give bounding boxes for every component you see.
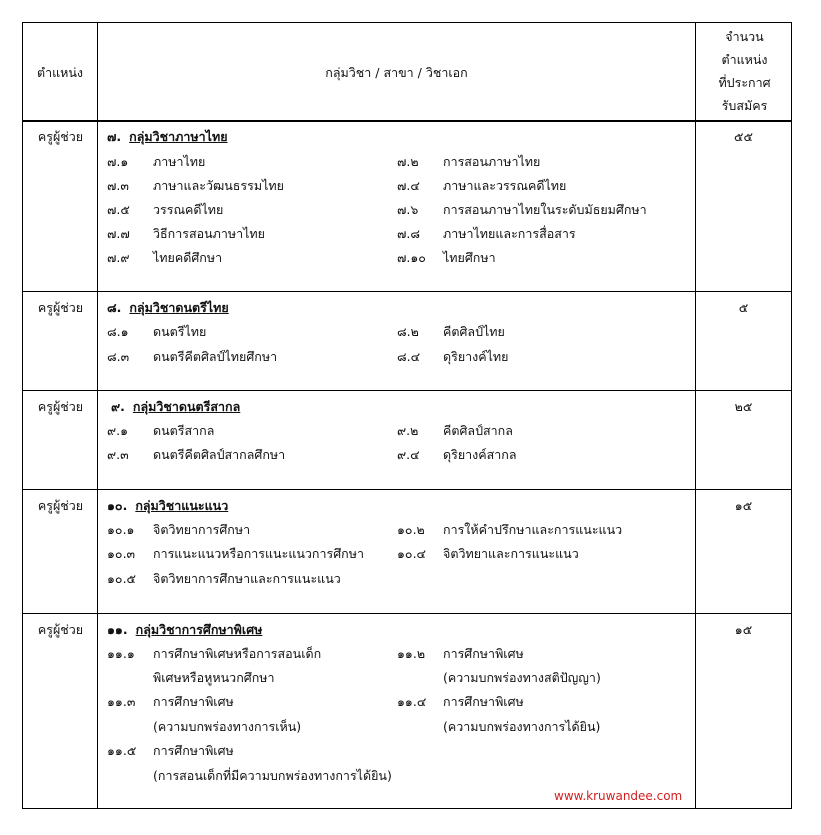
list-item: ๑๑.๓ การศึกษาพิเศษ (107, 694, 234, 709)
list-item: ๗.๒ การสอนภาษาไทย (397, 154, 541, 169)
list-item: ๑๑.๔ การศึกษาพิเศษ (397, 694, 524, 709)
header-position: ตำแหน่ง (36, 65, 84, 80)
position-count: ๕๕ (734, 129, 753, 144)
list-item: ๑๐.๔ จิตวิทยาและการแนะแนว (397, 546, 579, 561)
position-label: ครูผู้ช่วย (37, 498, 84, 513)
list-item-detail: (ความบกพร่องทางการเห็น) (153, 719, 302, 734)
list-item: ๑๑.๒ การศึกษาพิเศษ (397, 646, 524, 661)
list-item: ๗.๑ ภาษาไทย (107, 154, 206, 169)
list-item: ๑๑.๑ การศึกษาพิเศษหรือการสอนเด็ก (107, 646, 322, 661)
list-item: ๗.๖ การสอนภาษาไทยในระดับมัธยมศึกษา (397, 202, 647, 217)
list-item: ๗.๕ วรรณคดีไทย (107, 202, 224, 217)
row-divider (23, 390, 791, 391)
list-item: ๘.๓ ดนตรีคีตศิลป์ไทยศึกษา (107, 349, 278, 364)
header-divider (23, 120, 791, 122)
list-item: ๑๐.๕ จิตวิทยาการศึกษาและการแนะแนว (107, 571, 341, 586)
list-item: ๘.๔ ดุริยางค์ไทย (397, 349, 509, 364)
list-item: ๑๐.๓ การแนะแนวหรือการแนะแนวการศึกษา (107, 546, 364, 561)
row-divider (23, 613, 791, 614)
list-item-detail: พิเศษหรือหูหนวกศึกษา (153, 670, 275, 685)
position-label: ครูผู้ช่วย (37, 399, 84, 414)
list-item: ๘.๒ คีตศิลป์ไทย (397, 324, 505, 339)
list-item: ๗.๑๐ ไทยศึกษา (397, 250, 496, 265)
list-item: ๗.๘ ภาษาไทยและการสื่อสาร (397, 226, 576, 241)
list-item-detail: (ความบกพร่องทางสติปัญญา) (443, 670, 601, 685)
row-divider (23, 489, 791, 490)
list-item: ๗.๔ ภาษาและวรรณคดีไทย (397, 178, 567, 193)
group-title: ๗. กลุ่มวิชาภาษาไทย (107, 129, 228, 144)
list-item: ๗.๓ ภาษาและวัฒนธรรมไทย (107, 178, 284, 193)
list-item: ๙.๓ ดนตรีคีตศิลป์สากลศึกษา (107, 447, 286, 462)
list-item: ๑๑.๕ การศึกษาพิเศษ (107, 743, 234, 758)
list-item: ๗.๗ วิธีการสอนภาษาไทย (107, 226, 265, 241)
group-title: ๘. กลุ่มวิชาดนตรีไทย (107, 300, 229, 315)
position-label: ครูผู้ช่วย (37, 622, 84, 637)
list-item: ๙.๔ ดุริยางค์สากล (397, 447, 517, 462)
group-title: ๙. กลุ่มวิชาดนตรีสากล (111, 399, 241, 414)
header-count: จำนวน ตำแหน่ง ที่ประกาศ รับสมัคร (718, 29, 771, 113)
list-item: ๙.๒ คีตศิลป์สากล (397, 423, 513, 438)
list-item-detail: (ความบกพร่องทางการได้ยิน) (443, 719, 601, 734)
row-divider (23, 291, 791, 292)
header-subject: กลุ่มวิชา / สาขา / วิชาเอก (325, 65, 468, 80)
list-item: ๙.๑ ดนตรีสากล (107, 423, 215, 438)
website-watermark: www.kruwandee.com (554, 789, 683, 803)
position-count: ๒๕ (734, 399, 753, 414)
list-item: ๘.๑ ดนตรีไทย (107, 324, 207, 339)
list-item: ๗.๙ ไทยคดีศึกษา (107, 250, 223, 265)
list-item: ๑๐.๒ การให้คำปรึกษาและการแนะแนว (397, 522, 623, 537)
position-label: ครูผู้ช่วย (37, 300, 84, 315)
position-label: ครูผู้ช่วย (37, 129, 84, 144)
group-title: ๑๑. กลุ่มวิชาการศึกษาพิเศษ (107, 622, 263, 637)
position-count: ๑๕ (734, 498, 753, 513)
list-item-detail: (การสอนเด็กที่มีความบกพร่องทางการได้ยิน) (153, 768, 392, 783)
list-item: ๑๐.๑ จิตวิทยาการศึกษา (107, 522, 251, 537)
group-title: ๑๐. กลุ่มวิชาแนะแนว (107, 498, 229, 513)
subject-table (22, 22, 792, 809)
position-count: ๕ (738, 300, 749, 315)
position-count: ๑๕ (734, 622, 753, 637)
